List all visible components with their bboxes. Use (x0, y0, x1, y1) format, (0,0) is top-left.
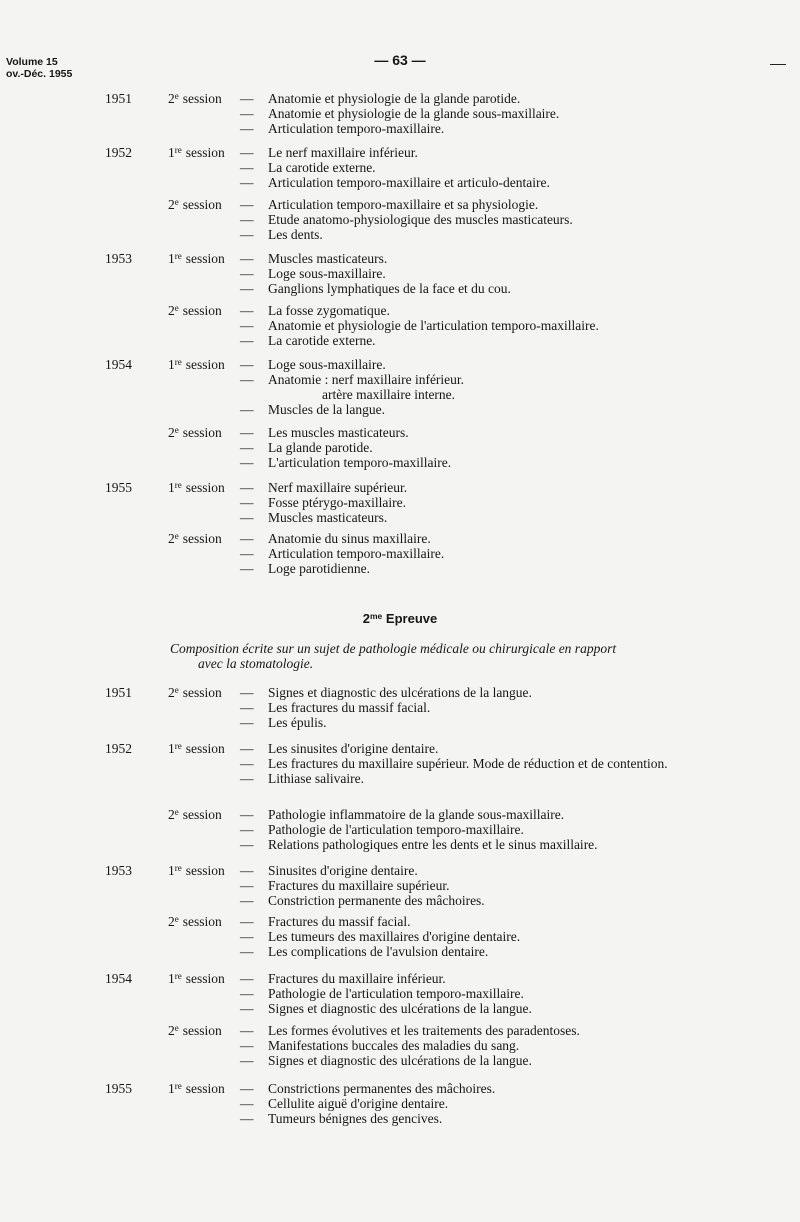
topic-text: La carotide externe. (268, 160, 376, 175)
topic-text: Constrictions permanentes des mâchoires. (268, 1081, 496, 1096)
header-rule (770, 64, 786, 65)
session-superscript: re (174, 741, 182, 751)
topic-item (240, 1023, 740, 1038)
dash-marker: — (240, 333, 254, 348)
session-superscript: e (174, 531, 179, 541)
dash-marker: — (240, 175, 254, 190)
dash-marker: — (240, 822, 254, 837)
topic-item (240, 715, 740, 730)
topic-list (240, 863, 740, 908)
topic-list (240, 914, 740, 959)
section-heading (0, 611, 800, 626)
topic-item (240, 756, 740, 771)
topic-list (240, 91, 740, 136)
topic-item (240, 878, 740, 893)
topic-item (240, 546, 740, 561)
dash-marker: — (240, 425, 254, 440)
session-word: session (185, 251, 225, 266)
topic-item (240, 1038, 740, 1053)
topic-item (240, 333, 740, 348)
topic-text: Anatomie et physiologie de l'articulation temporo-maxillaire. (268, 318, 599, 333)
topic-list (240, 807, 740, 852)
dash-marker: — (240, 197, 254, 212)
session-word: session (182, 303, 222, 318)
topic-item (240, 807, 740, 822)
session-superscript: re (174, 251, 182, 261)
dash-marker: — (240, 106, 254, 121)
volume-label: Volume 15 (6, 56, 58, 68)
session-superscript: e (174, 425, 179, 435)
topic-text: Signes et diagnostic des ulcérations de la langue. (268, 1001, 532, 1016)
dash-marker: — (240, 914, 254, 929)
topic-list (240, 1081, 740, 1126)
topic-item (240, 822, 740, 837)
session-label (168, 425, 222, 440)
intro-line-1: Composition écrite sur un sujet de pathologie médicale ou chirurgicale en rapport (170, 641, 617, 656)
session-label (168, 357, 225, 372)
topic-list (240, 480, 740, 525)
topic-item (240, 1111, 740, 1126)
session-label (168, 145, 225, 160)
session-word: session (182, 197, 222, 212)
session-word: session (182, 685, 222, 700)
topic-item (240, 929, 740, 944)
topic-item (240, 837, 740, 852)
topic-text: Loge parotidienne. (268, 561, 370, 576)
session-superscript: re (174, 145, 182, 155)
session-label (168, 251, 225, 266)
topic-item (240, 160, 740, 175)
dash-marker: — (240, 986, 254, 1001)
topic-text: La fosse zygomatique. (268, 303, 390, 318)
topic-text: Les formes évolutives et les traitements des paradentoses. (268, 1023, 580, 1038)
topic-text: Ganglions lymphatiques de la face et du cou. (268, 281, 511, 296)
heading-word: Epreuve (385, 611, 438, 626)
heading-superscript: me (370, 611, 383, 621)
heading-number: 2 (362, 611, 370, 626)
dash-marker: — (240, 1038, 254, 1053)
dash-marker: — (240, 402, 254, 417)
topic-item (240, 425, 740, 440)
topic-item (240, 1081, 740, 1096)
session-number: 2 (168, 303, 175, 318)
session-word: session (182, 425, 222, 440)
dash-marker: — (240, 561, 254, 576)
session-label (168, 480, 225, 495)
dash-marker: — (240, 700, 254, 715)
dash-marker: — (240, 863, 254, 878)
topic-list (240, 425, 740, 470)
topic-item (240, 1001, 740, 1016)
topic-text: La glande parotide. (268, 440, 373, 455)
topic-text: Les sinusites d'origine dentaire. (268, 741, 439, 756)
dash-marker: — (240, 756, 254, 771)
dash-marker: — (240, 455, 254, 470)
dash-marker: — (240, 251, 254, 266)
topic-text: Les dents. (268, 227, 323, 242)
topic-text: Muscles masticateurs. (268, 251, 388, 266)
year-label: 1955 (105, 480, 132, 495)
topic-item (240, 495, 740, 510)
topic-text: Articulation temporo-maxillaire. (268, 546, 445, 561)
session-number: 2 (168, 685, 175, 700)
session-word: session (182, 531, 222, 546)
dash-marker: — (240, 121, 254, 136)
dash-marker: — (240, 531, 254, 546)
session-number: 2 (168, 914, 175, 929)
topic-text: Relations pathologiques entre les dents et le sinus maxillaire. (268, 837, 598, 852)
dash-marker: — (240, 685, 254, 700)
dash-marker: — (240, 1096, 254, 1111)
topic-text: Tumeurs bénignes des gencives. (268, 1111, 443, 1126)
dash-marker: — (240, 440, 254, 455)
year-label: 1952 (105, 741, 132, 756)
topic-item (240, 175, 740, 190)
dash-marker: — (240, 266, 254, 281)
topic-list (240, 197, 740, 242)
topic-text: Muscles de la langue. (268, 402, 385, 417)
session-label (168, 1081, 225, 1096)
topic-text: Signes et diagnostic des ulcérations de la langue. (268, 1053, 532, 1068)
topic-item (240, 986, 740, 1001)
topic-item (240, 303, 740, 318)
year-label: 1953 (105, 863, 132, 878)
topic-item (240, 480, 740, 495)
session-superscript: re (174, 1081, 182, 1091)
dash-marker: — (240, 495, 254, 510)
session-label (168, 741, 225, 756)
topic-text: Les épulis. (268, 715, 327, 730)
session-word: session (182, 1023, 222, 1038)
topic-text: Manifestations buccales des maladies du sang. (268, 1038, 520, 1053)
dash-marker: — (240, 1023, 254, 1038)
topic-item (240, 121, 740, 136)
topic-text: Cellulite aiguë d'origine dentaire. (268, 1096, 449, 1111)
topic-text: L'articulation temporo-maxillaire. (268, 455, 452, 470)
topic-item (240, 455, 740, 470)
topic-item (240, 318, 740, 333)
session-word: session (185, 357, 225, 372)
dash-marker: — (240, 281, 254, 296)
session-number: 2 (168, 91, 175, 106)
session-superscript: re (174, 357, 182, 367)
topic-item (240, 251, 740, 266)
session-label (168, 303, 222, 318)
session-word: session (182, 91, 222, 106)
dash-marker: — (240, 303, 254, 318)
topic-item (240, 561, 740, 576)
topic-text: Fosse ptérygo-maxillaire. (268, 495, 406, 510)
session-number: 2 (168, 807, 175, 822)
session-word: session (185, 741, 225, 756)
session-superscript: e (174, 1023, 179, 1033)
session-word: session (182, 807, 222, 822)
topic-item (240, 266, 740, 281)
topic-list (240, 685, 740, 730)
dash-marker: — (240, 837, 254, 852)
section-intro (170, 642, 732, 671)
dash-marker: — (240, 318, 254, 333)
topic-item (240, 1096, 740, 1111)
topic-item (240, 531, 740, 546)
topic-text: Le nerf maxillaire inférieur. (268, 145, 418, 160)
session-superscript: re (174, 863, 182, 873)
session-label (168, 197, 222, 212)
intro-line-2: avec la stomatologie. (198, 655, 314, 671)
topic-list (240, 531, 740, 576)
topic-text: Etude anatomo-physiologique des muscles masticateurs. (268, 212, 573, 227)
topic-list (240, 251, 740, 296)
topic-item (240, 212, 740, 227)
session-label (168, 685, 222, 700)
dash-marker: — (240, 510, 254, 525)
topic-text: Articulation temporo-maxillaire. (268, 121, 445, 136)
session-superscript: re (174, 971, 182, 981)
session-number: 1 (168, 971, 175, 986)
session-number: 1 (168, 741, 175, 756)
topic-item (240, 771, 740, 786)
topic-item (240, 91, 740, 106)
year-label: 1954 (105, 357, 132, 372)
dash-marker: — (240, 227, 254, 242)
session-word: session (182, 914, 222, 929)
topic-item (240, 971, 740, 986)
topic-text: La carotide externe. (268, 333, 376, 348)
topic-item (240, 145, 740, 160)
session-superscript: e (174, 91, 179, 101)
session-number: 1 (168, 145, 175, 160)
session-label (168, 863, 225, 878)
topic-text: Anatomie du sinus maxillaire. (268, 531, 431, 546)
topic-text: Constriction permanente des mâchoires. (268, 893, 485, 908)
session-word: session (185, 145, 225, 160)
topic-text: Articulation temporo-maxillaire et sa physiologie. (268, 197, 539, 212)
topic-text: Muscles masticateurs. (268, 510, 388, 525)
topic-item (240, 357, 740, 372)
year-label: 1952 (105, 145, 132, 160)
dash-marker: — (240, 1111, 254, 1126)
topic-text: Pathologie de l'articulation temporo-maxillaire. (268, 986, 524, 1001)
session-number: 2 (168, 425, 175, 440)
dash-marker: — (240, 145, 254, 160)
session-label (168, 914, 222, 929)
topic-item (240, 372, 740, 402)
topic-text: Articulation temporo-maxillaire et articulo-dentaire. (268, 175, 550, 190)
topic-item (240, 893, 740, 908)
topic-item (240, 440, 740, 455)
topic-text: Lithiase salivaire. (268, 771, 364, 786)
session-number: 1 (168, 863, 175, 878)
topic-text: Loge sous-maxillaire. (268, 266, 386, 281)
topic-text: Les complications de l'avulsion dentaire. (268, 944, 489, 959)
session-superscript: e (174, 807, 179, 817)
topic-item (240, 944, 740, 959)
dash-marker: — (240, 893, 254, 908)
topic-list (240, 357, 740, 417)
topic-text: Nerf maxillaire supérieur. (268, 480, 408, 495)
dash-marker: — (240, 480, 254, 495)
year-label: 1951 (105, 91, 132, 106)
dash-marker: — (240, 715, 254, 730)
topic-list (240, 145, 740, 190)
dash-marker: — (240, 1001, 254, 1016)
topic-item (240, 741, 740, 756)
dash-marker: — (240, 741, 254, 756)
dash-marker: — (240, 971, 254, 986)
topic-text: Les fractures du massif facial. (268, 700, 431, 715)
topic-item (240, 685, 740, 700)
topic-item (240, 227, 740, 242)
year-label: 1954 (105, 971, 132, 986)
dash-marker: — (240, 546, 254, 561)
topic-text: Anatomie et physiologie de la glande parotide. (268, 91, 521, 106)
topic-list (240, 303, 740, 348)
period-label: ov.-Déc. 1955 (6, 68, 73, 80)
session-number: 1 (168, 1081, 175, 1096)
dash-marker: — (240, 1053, 254, 1068)
session-label (168, 807, 222, 822)
dash-marker: — (240, 212, 254, 227)
session-label (168, 971, 225, 986)
session-label (168, 531, 222, 546)
topic-item (240, 281, 740, 296)
dash-marker: — (240, 1081, 254, 1096)
session-superscript: e (174, 197, 179, 207)
session-superscript: e (174, 685, 179, 695)
page-number: — 63 — (374, 52, 426, 68)
topic-item (240, 106, 740, 121)
year-label: 1955 (105, 1081, 132, 1096)
session-label (168, 1023, 222, 1038)
session-label (168, 91, 222, 106)
session-word: session (185, 971, 225, 986)
session-number: 2 (168, 1023, 175, 1038)
topic-list (240, 741, 740, 786)
topic-text: Les muscles masticateurs. (268, 425, 409, 440)
session-superscript: e (174, 303, 179, 313)
year-label: 1951 (105, 685, 132, 700)
topic-text: Fractures du maxillaire supérieur. (268, 878, 450, 893)
topic-text: Les tumeurs des maxillaires d'origine dentaire. (268, 929, 521, 944)
dash-marker: — (240, 878, 254, 893)
topic-text: Fractures du massif facial. (268, 914, 411, 929)
session-word: session (185, 1081, 225, 1096)
topic-text: Pathologie de l'articulation temporo-maxillaire. (268, 822, 524, 837)
topic-item (240, 914, 740, 929)
year-label: 1953 (105, 251, 132, 266)
session-number: 2 (168, 531, 175, 546)
dash-marker: — (240, 807, 254, 822)
session-number: 1 (168, 251, 175, 266)
dash-marker: — (240, 372, 254, 387)
dash-marker: — (240, 944, 254, 959)
dash-marker: — (240, 771, 254, 786)
topic-text: Fractures du maxillaire inférieur. (268, 971, 446, 986)
topic-item (240, 863, 740, 878)
session-superscript: e (174, 914, 179, 924)
session-word: session (185, 480, 225, 495)
session-number: 2 (168, 197, 175, 212)
dash-marker: — (240, 357, 254, 372)
topic-text: Signes et diagnostic des ulcérations de la langue. (268, 685, 532, 700)
dash-marker: — (240, 929, 254, 944)
topic-item (240, 197, 740, 212)
topic-item (240, 402, 740, 417)
session-number: 1 (168, 480, 175, 495)
topic-item (240, 510, 740, 525)
topic-text: Anatomie : nerf maxillaire inférieur. artère maxillaire interne. (268, 372, 465, 402)
topic-text: Sinusites d'origine dentaire. (268, 863, 418, 878)
topic-text: Anatomie et physiologie de la glande sous-maxillaire. (268, 106, 560, 121)
dash-marker: — (240, 91, 254, 106)
topic-item (240, 700, 740, 715)
session-number: 1 (168, 357, 175, 372)
dash-marker: — (240, 160, 254, 175)
topic-text: Pathologie inflammatoire de la glande sous-maxillaire. (268, 807, 565, 822)
session-superscript: re (174, 480, 182, 490)
topic-text: Les fractures du maxillaire supérieur. Mode de réduction et de contention. (268, 756, 668, 771)
topic-item (240, 1053, 740, 1068)
topic-text: Loge sous-maxillaire. (268, 357, 386, 372)
topic-list (240, 971, 740, 1016)
session-word: session (185, 863, 225, 878)
topic-list (240, 1023, 740, 1068)
